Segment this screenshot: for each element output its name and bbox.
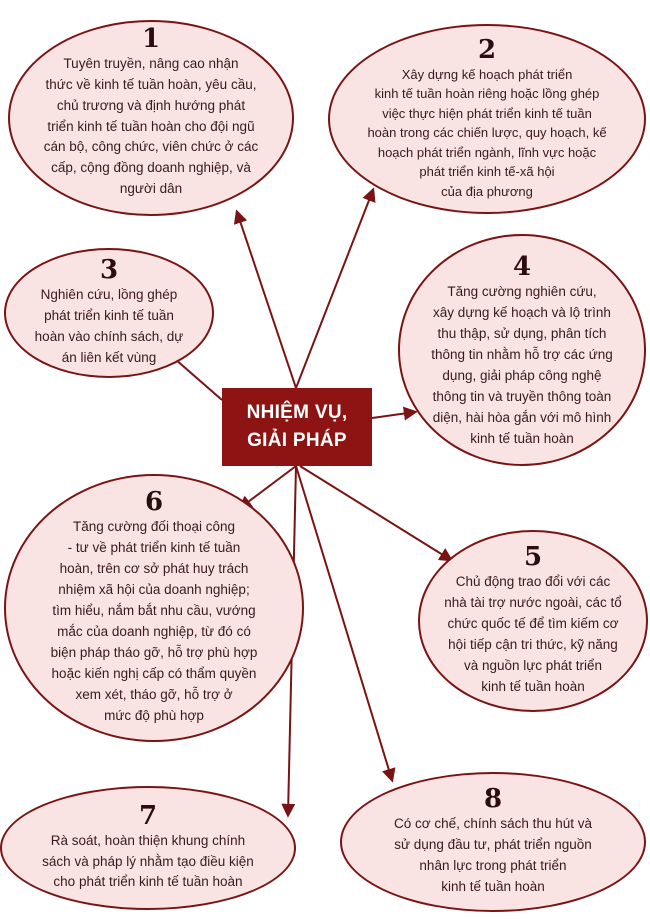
node-4 xyxy=(398,234,646,466)
arrow-to-1 xyxy=(237,212,296,388)
node-5 xyxy=(418,530,648,712)
node-1-text: Tuyên truyền, nâng cao nhận thức về kinh tế tuần hoàn, yêu cầu, chủ trương và định hướng phát triển kinh tế tuần hoàn cho đội ngũ cán bộ, công chức, viên chức ở các cấp, cộng đồng doanh nghiệp, và người dân xyxy=(43,55,259,197)
node-7-text: Rà soát, hoàn thiện khung chính sách và pháp lý nhằm tạo điều kiện cho phát triển kinh tế tuần hoàn xyxy=(42,832,254,890)
node-6-text: Tăng cường đối thoại công - tư về phát triển kinh tế tuần hoàn, trên cơ sở phát huy trách nhiệm xã hội của doanh nghiệp; tìm hiểu, nắm bắt nhu cầu, vướng mắc của doanh nghiệp, từ đó có biện pháp tháo gỡ, hỗ trợ phù hợp hoặc kiến nghị cấp có thẩm quyền xem xét, tháo gỡ, hỗ trợ ở mức độ phù hợp xyxy=(50,519,258,723)
node-8 xyxy=(340,772,646,912)
node-3 xyxy=(4,248,214,378)
arrow-to-5 xyxy=(300,466,451,560)
node-2-text: Xây dựng kế hoạch phát triển kinh tế tuần hoàn riêng hoặc lồng ghép việc thực hiện phát triển kinh tế tuần hoàn trong các chiến lược, quy hoạch, kế hoạch phát triển ngành, lĩnh vực hoặc phát triển kinh tế-xã hội của địa phương xyxy=(367,66,607,199)
node-3-text: Nghiên cứu, lồng ghép phát triển kinh tế tuần hoàn vào chính sách, dự án liên kết vùng xyxy=(34,287,184,365)
arrow-to-6 xyxy=(240,466,296,508)
node-3-number: 3 xyxy=(99,255,119,286)
node-7 xyxy=(0,786,296,910)
node-6-number: 6 xyxy=(144,487,164,518)
node-8-text: Có cơ chế, chính sách thu hút và sử dụng đầu tư, phát triển nguồn nhân lực trong phát triển kinh tế tuần hoàn xyxy=(394,816,592,894)
node-2 xyxy=(328,24,646,214)
arrow-to-4 xyxy=(372,412,415,418)
node-1-number: 1 xyxy=(141,23,161,54)
node-1 xyxy=(8,20,294,216)
node-4-number: 4 xyxy=(512,252,532,283)
node-4-text: Tăng cường nghiên cứu, xây dựng kế hoạch và lộ trình thu thập, sử dụng, phân tích thông tin nhằm hỗ trợ các ứng dụng, giải pháp công nghệ thông tin và truyền thông toàn diện, hài hòa gắn với mô hình kinh tế tuần hoàn xyxy=(431,284,613,446)
node-6 xyxy=(4,474,304,742)
node-5-text: Chủ động trao đổi với các nhà tài trợ nước ngoài, các tổ chức quốc tế để tìm kiếm cơ hội tiếp cận tri thức, kỹ năng và nguồn lực phát triển kinh tế tuần hoàn xyxy=(444,574,622,694)
node-7-number: 7 xyxy=(138,800,158,831)
node-8-number: 8 xyxy=(483,784,503,815)
node-2-number: 2 xyxy=(477,34,497,65)
node-5-number: 5 xyxy=(523,542,543,573)
arrow-to-8 xyxy=(296,466,392,780)
center-title: NHIỆM VỤ, GIẢI PHÁP xyxy=(222,388,372,466)
arrow-to-2 xyxy=(296,190,373,388)
